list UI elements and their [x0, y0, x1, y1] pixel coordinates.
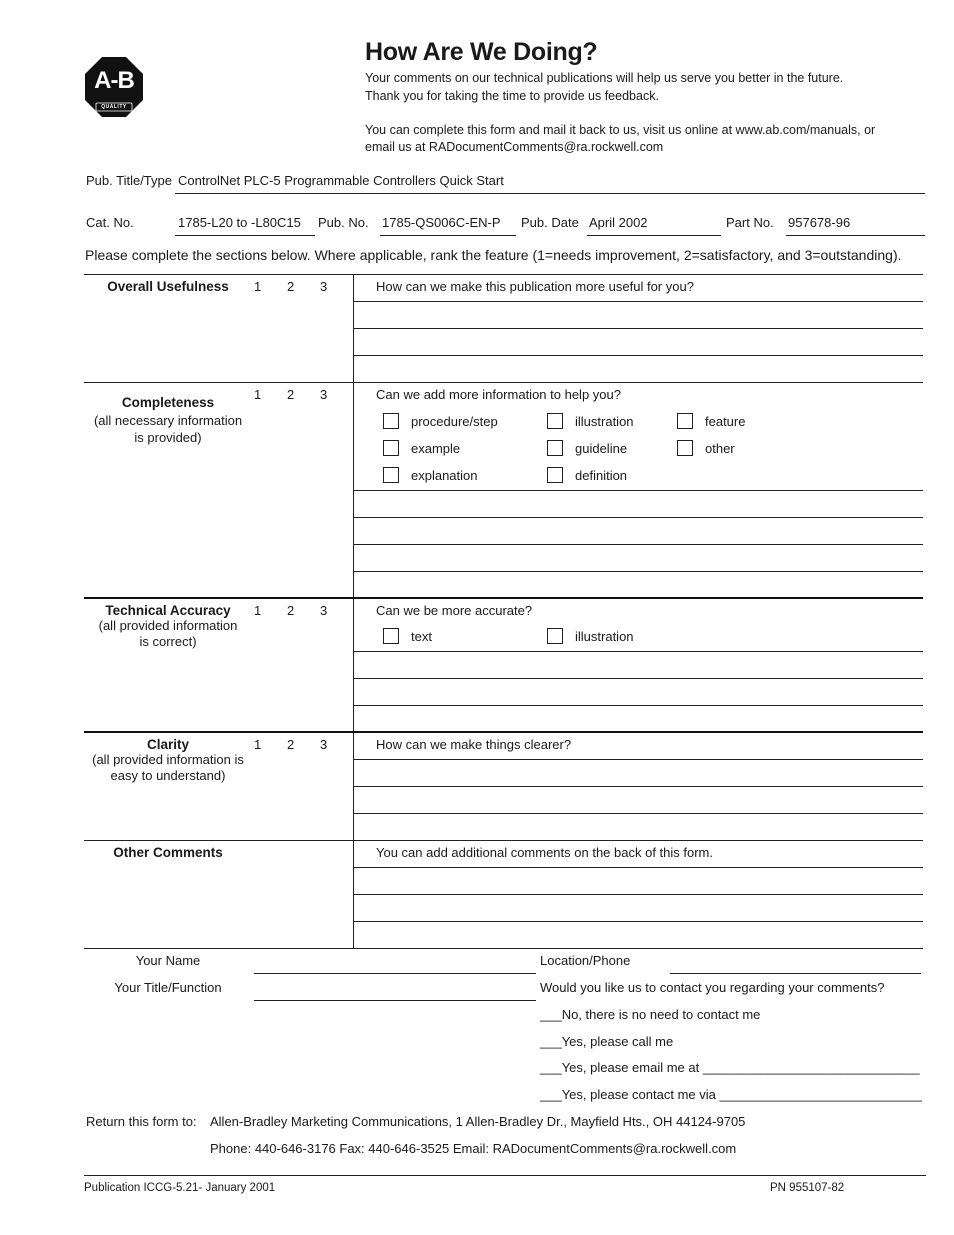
option-label: definition [575, 468, 628, 483]
section-divider [84, 731, 923, 733]
intro-text: email us at RADocumentComments@ra.rockwell.com [365, 140, 664, 154]
checkbox-definition[interactable] [547, 467, 563, 483]
location-phone-label: Location/Phone [540, 953, 631, 968]
accuracy-title: Technical Accuracy [105, 603, 231, 618]
return-label: Return this form to: [86, 1114, 197, 1129]
checkbox-example[interactable] [383, 440, 399, 456]
pub-date-label: Pub. Date [521, 215, 579, 230]
clarity-desc: easy to understand) [110, 768, 226, 783]
accuracy-question: Can we be more accurate? [376, 603, 533, 618]
accuracy-desc: (all provided information [98, 618, 238, 633]
checkbox-illustration[interactable] [547, 628, 563, 644]
pub-date-underline [587, 235, 721, 236]
pub-no-value[interactable]: 1785-QS006C-EN-P [382, 215, 501, 230]
option-label: example [411, 441, 461, 456]
instructions-text: Please complete the sections below. Where applicable, rank the feature (1=needs improvement, 2=satisfactory, and 3=outstanding). [85, 247, 902, 263]
option-label: text [411, 629, 432, 644]
return-address: Allen-Bradley Marketing Communications, 1 Allen-Bradley Dr., Mayfield Hts., OH 44124-9705 [210, 1114, 746, 1129]
option-label: illustration [575, 414, 634, 429]
comment-line[interactable] [353, 301, 923, 302]
option-label: other [705, 441, 735, 456]
option-label: illustration [575, 629, 634, 644]
other-comments-question: You can add additional comments on the back of this form. [376, 845, 713, 860]
completeness-desc: is provided) [134, 430, 202, 445]
logo-subtext: QUALITY [101, 104, 127, 110]
footer-pn: PN 955107-82 [770, 1182, 845, 1194]
comment-line[interactable] [353, 786, 923, 787]
checkbox-procedure-step[interactable] [383, 413, 399, 429]
option-label: procedure/step [411, 414, 498, 429]
comment-line[interactable] [353, 544, 923, 545]
comment-line[interactable] [353, 328, 923, 329]
ab-logo [84, 56, 144, 118]
column-divider [353, 274, 354, 948]
checkbox-explanation[interactable] [383, 467, 399, 483]
pub-title-label: Pub. Title/Type [86, 173, 172, 188]
section-divider [84, 840, 923, 841]
rank-1[interactable]: 1 [254, 279, 262, 294]
comment-line[interactable] [353, 921, 923, 922]
comment-line[interactable] [353, 571, 923, 572]
comment-line[interactable] [353, 355, 923, 356]
pub-title-underline [175, 193, 925, 194]
comment-line[interactable] [353, 867, 923, 868]
logo-text: A-B [94, 67, 134, 94]
option-label: guideline [575, 441, 628, 456]
section-divider [84, 382, 923, 383]
rank-2[interactable]: 2 [287, 737, 295, 752]
comment-line[interactable] [353, 517, 923, 518]
checkbox-illustration[interactable] [547, 413, 563, 429]
your-name-label: Your Name [135, 953, 201, 968]
contact-option-call[interactable]: ___Yes, please call me [540, 1034, 674, 1049]
usefulness-title: Overall Usefulness [107, 279, 229, 294]
intro-text: You can complete this form and mail it back to us, visit us online at www.ab.com/manuals, or [365, 123, 876, 137]
comment-line[interactable] [353, 759, 923, 760]
return-phone: Phone: 440-646-3176 Fax: 440-646-3525 Email: RADocumentComments@ra.rockwell.com [210, 1141, 737, 1156]
rank-1[interactable]: 1 [254, 737, 262, 752]
comment-line[interactable] [353, 490, 923, 491]
checkbox-guideline[interactable] [547, 440, 563, 456]
usefulness-question: How can we make this publication more useful for you? [376, 279, 694, 294]
rank-1[interactable]: 1 [254, 387, 262, 402]
your-name-field[interactable] [254, 973, 536, 974]
comment-line[interactable] [353, 813, 923, 814]
part-no-label: Part No. [726, 215, 774, 230]
section-divider [84, 274, 923, 275]
other-comments-title: Other Comments [113, 845, 223, 860]
rank-3[interactable]: 3 [320, 603, 328, 618]
rank-2[interactable]: 2 [287, 279, 295, 294]
completeness-title: Completeness [121, 395, 215, 410]
rank-1[interactable]: 1 [254, 603, 262, 618]
pub-no-label: Pub. No. [318, 215, 369, 230]
comment-line[interactable] [353, 894, 923, 895]
your-title-field[interactable] [254, 1000, 536, 1001]
rank-2[interactable]: 2 [287, 603, 295, 618]
your-title-label: Your Title/Function [114, 980, 222, 995]
checkbox-text[interactable] [383, 628, 399, 644]
contact-option-email[interactable]: ___Yes, please email me at ______________________________ [540, 1060, 920, 1075]
section-divider [84, 948, 923, 949]
completeness-desc: (all necessary information [93, 413, 243, 428]
accuracy-desc: is correct) [139, 634, 197, 649]
pub-title-value[interactable]: ControlNet PLC-5 Programmable Controllers Quick Start [178, 173, 504, 188]
part-no-underline [786, 235, 925, 236]
cat-no-value[interactable]: 1785-L20 to -L80C15 [178, 215, 301, 230]
option-label: feature [705, 414, 746, 429]
intro-text: Your comments on our technical publications will help us serve you better in the future. [365, 71, 844, 85]
rank-3[interactable]: 3 [320, 387, 328, 402]
footer-rule [84, 1175, 926, 1176]
contact-question: Would you like us to contact you regarding your comments? [540, 980, 885, 995]
comment-line[interactable] [353, 651, 923, 652]
completeness-question: Can we add more information to help you? [376, 387, 621, 402]
contact-option-no[interactable]: ___No, there is no need to contact me [540, 1007, 761, 1022]
page-title: How Are We Doing? [365, 38, 598, 66]
checkbox-other[interactable] [677, 440, 693, 456]
checkbox-feature[interactable] [677, 413, 693, 429]
section-divider [84, 597, 923, 599]
contact-option-via[interactable]: ___Yes, please contact me via ____________________________ [540, 1087, 922, 1102]
comment-line[interactable] [353, 705, 923, 706]
rank-2[interactable]: 2 [287, 387, 295, 402]
cat-no-underline [175, 235, 315, 236]
pub-no-underline [380, 235, 516, 236]
option-label: explanation [411, 468, 478, 483]
footer-publication: Publication ICCG-5.21- January 2001 [84, 1182, 276, 1194]
rank-3[interactable]: 3 [320, 279, 328, 294]
clarity-question: How can we make things clearer? [376, 737, 572, 752]
clarity-desc: (all provided information is [92, 752, 244, 767]
clarity-title: Clarity [146, 737, 190, 752]
rank-3[interactable]: 3 [320, 737, 328, 752]
part-no-value[interactable]: 957678-96 [788, 215, 851, 230]
pub-date-value[interactable]: April 2002 [589, 215, 648, 230]
intro-text: Thank you for taking the time to provide us feedback. [365, 89, 659, 103]
cat-no-label: Cat. No. [86, 215, 134, 230]
location-phone-field[interactable] [670, 973, 921, 974]
comment-line[interactable] [353, 678, 923, 679]
